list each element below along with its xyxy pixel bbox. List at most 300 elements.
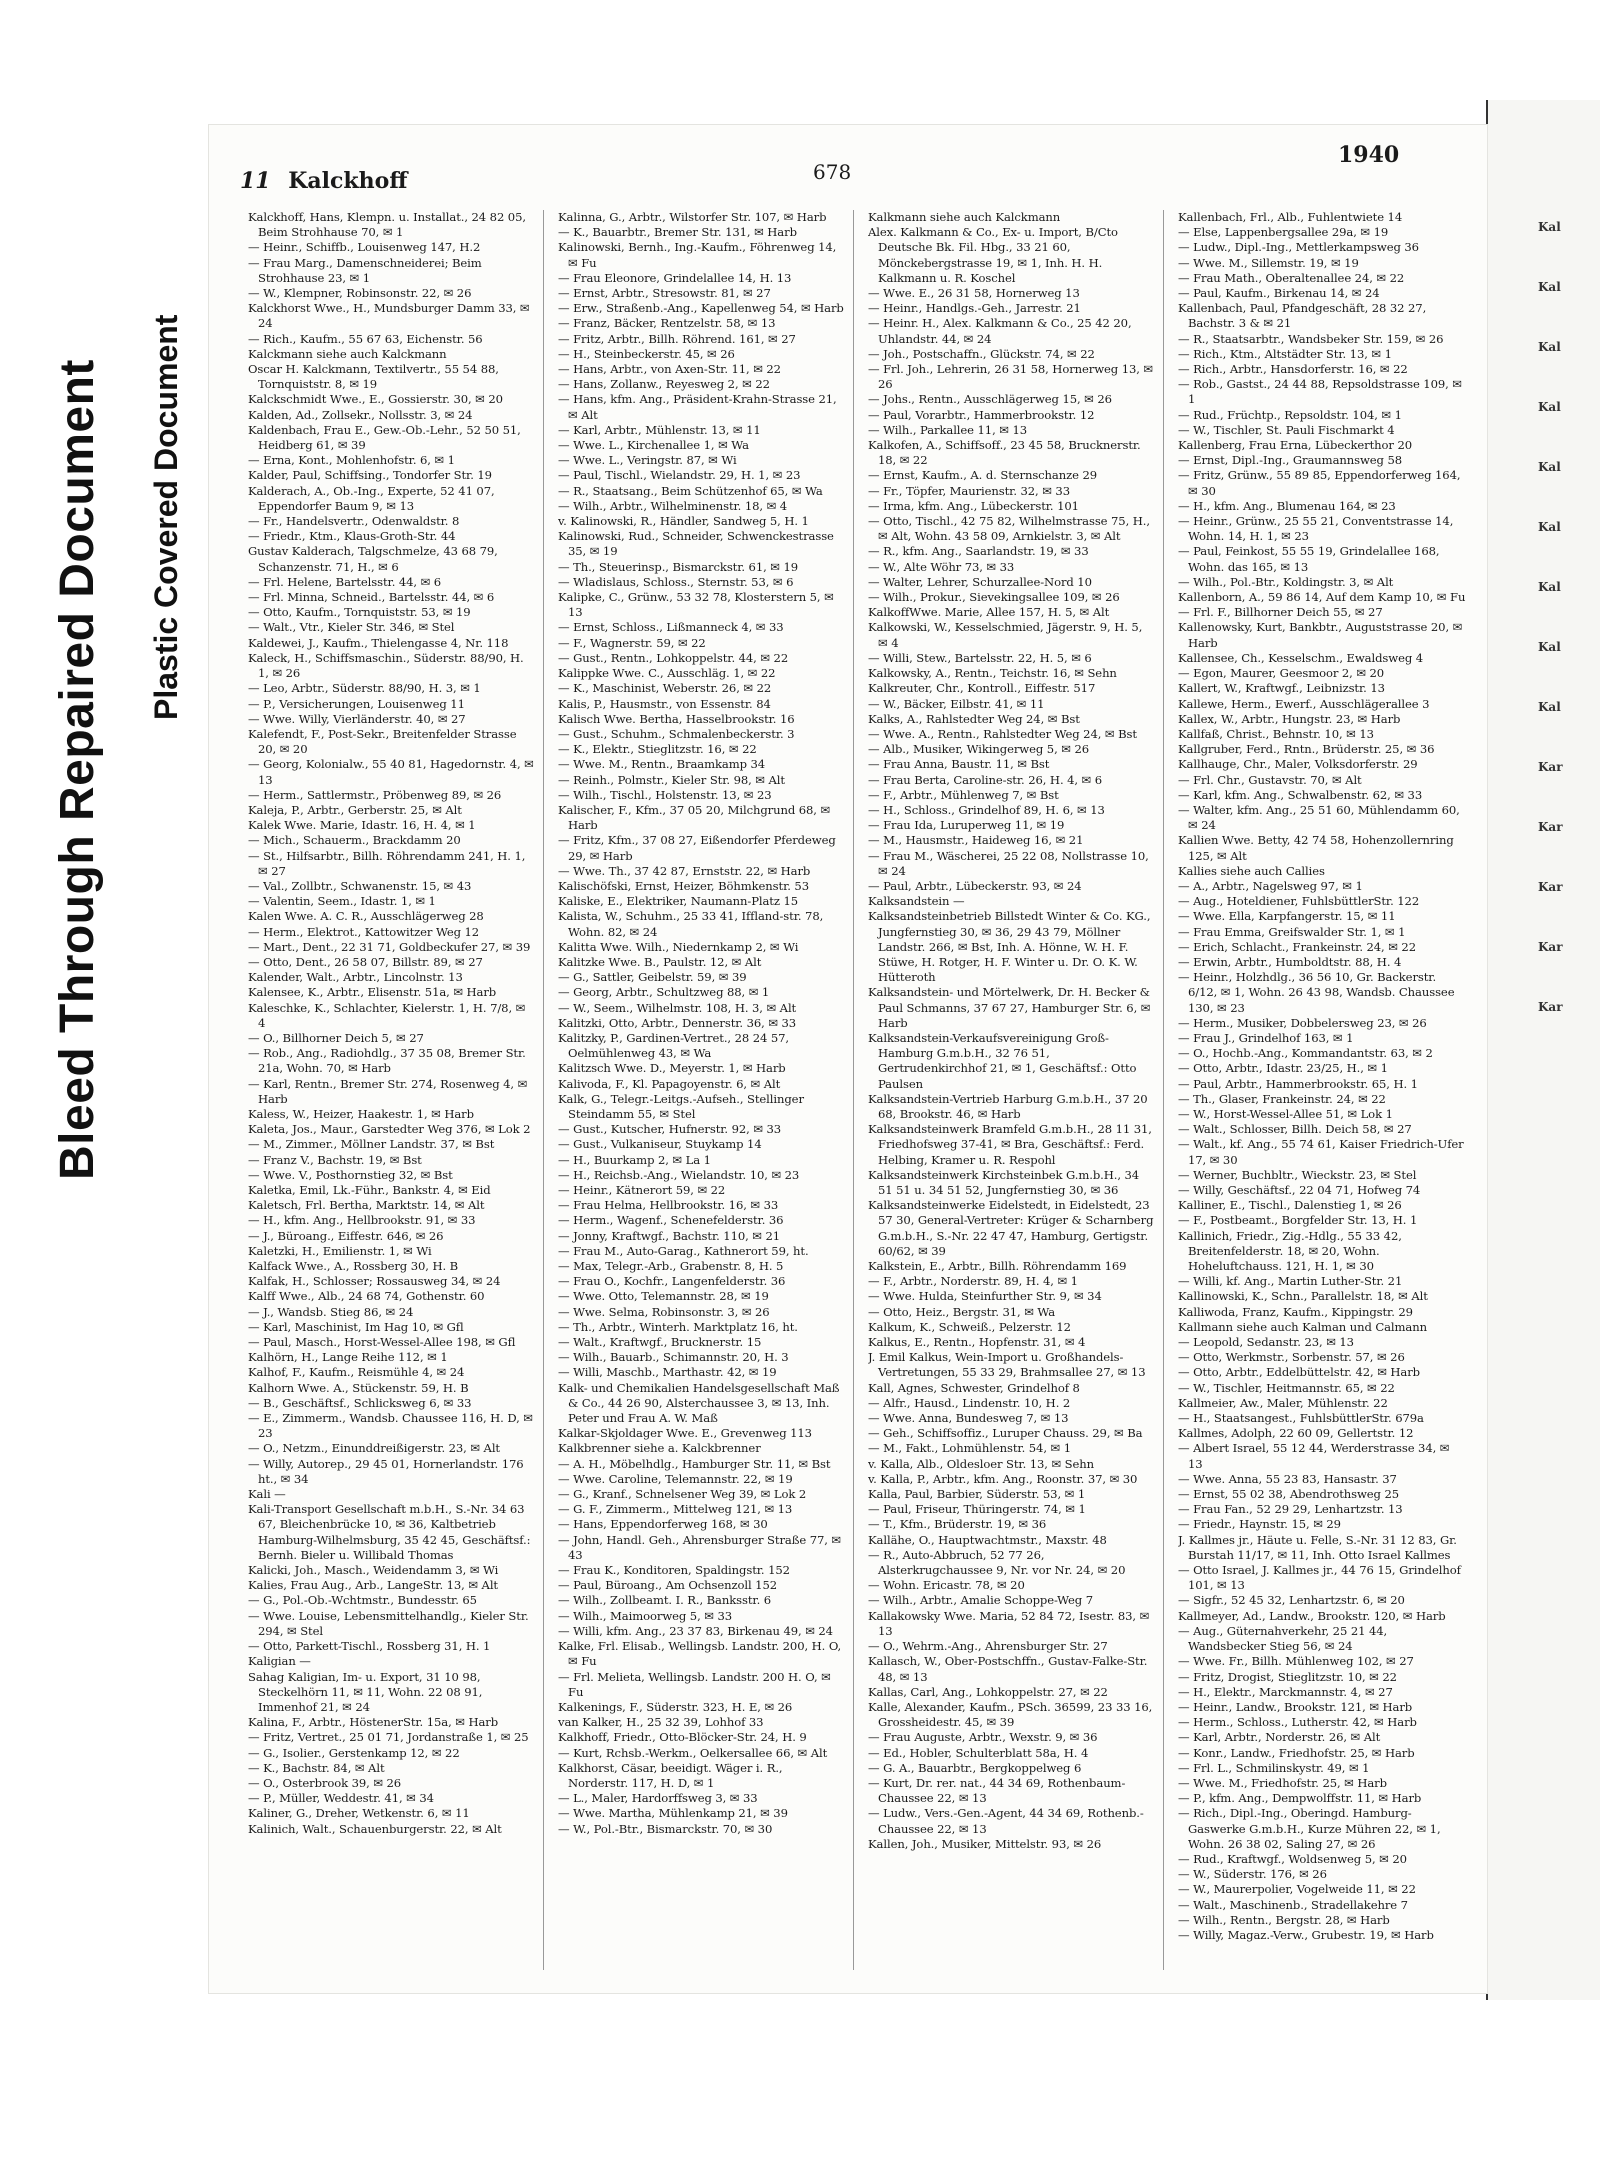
directory-entry: Kalkmann siehe auch Kalckmann [868,210,1061,224]
directory-entry: Kalkreuter, Chr., Kontroll., Eiffestr. 517 [868,681,1096,696]
directory-entry: — Georg, Arbtr., Schultzweg 88, ✉ 1 [558,985,770,1000]
directory-entry: — G. F., Zimmerm., Mittelweg 121, ✉ 13 [558,1502,793,1517]
directory-entry: — Walt., Kraftwgf., Brucknerstr. 15 [558,1335,762,1350]
directory-entry: — Frau M., Auto-Garag., Kathnerort 59, ht. [558,1243,809,1258]
directory-entry: — Gust., Schuhm., Schmalenbeckerstr. 3 [558,726,795,741]
directory-entry: — Rich., Dipl.-Ing., Oberingd. Hamburg-Gaswerke G.m.b.H., Kurze Mühren 22, ✉ 1, Wohn. 26 38 02, Saling 27, ✉ 26 [1178,1806,1441,1851]
directory-entry: — M., Hausmstr., Haideweg 16, ✉ 21 [868,833,1084,848]
directory-entry: — Frl. Minna, Schneid., Bartelsstr. 44, ✉ 6 [248,590,495,605]
directory-entry: — F., Postbeamt., Borgfelder Str. 13, H. 1 [1178,1213,1418,1228]
directory-entry: — Max, Telegr.-Arb., Grabenstr. 8, H. 5 [558,1259,784,1274]
directory-entry: — Wilh., Parkallee 11, ✉ 13 [868,422,1028,437]
directory-entry: — Th., Glaser, Frankeinstr. 24, ✉ 22 [1178,1091,1386,1106]
directory-entry: — Karl, Rentn., Bremer Str. 274, Rosenweg 4, ✉ Harb [248,1076,528,1106]
directory-entry: — Joh., Postschaffn., Glückstr. 74, ✉ 22 [868,346,1095,361]
directory-entry: — Rich., Kaufm., 55 67 63, Eichenstr. 56 [248,331,483,346]
directory-entry: — Albert Israel, 55 12 44, Werderstrasse 34, ✉ 13 [1178,1441,1450,1471]
page-number: 678 [813,160,852,184]
directory-entry: Kalkum, K., Schweiß., Pelzerstr. 12 [868,1319,1071,1334]
directory-entry: Kalkhorst, Cäsar, beeidigt. Wäger i. R., Norderstr. 117, H. D, ✉ 1 [558,1760,783,1790]
directory-entry: Kalek Wwe. Marie, Idastr. 16, H. 4, ✉ 1 [248,818,476,833]
directory-entry: — W., Tischler, Heitmannstr. 65, ✉ 22 [1178,1380,1395,1395]
directory-entry: — Ernst, 55 02 38, Abendrothsweg 25 [1178,1487,1400,1502]
directory-entry: Kaleta, Jos., Maur., Garstedter Weg 376, ✉ Lok 2 [248,1122,531,1137]
directory-entry: — P., kfm. Ang., Dempwolffstr. 11, ✉ Harb [1178,1791,1422,1806]
directory-entry: Kalfack Wwe., A., Rossberg 30, H. B [248,1259,459,1274]
directory-entry: Kalksandstein-Verkaufsvereinigung Groß-Hamburg G.m.b.H., 32 76 51, Gertrudenkirchhof 21, ✉ 1, Geschäftsf.: Otto Paulsen [868,1030,1137,1091]
header-section-number: 11 [240,168,271,194]
directory-entry: v. Kalla, P., Arbtr., kfm. Ang., Roonstr. 37, ✉ 30 [868,1471,1138,1486]
directory-entry: — Leopold, Sedanstr. 23, ✉ 13 [1178,1335,1354,1350]
directory-entry: — Frl. L., Schmilinskystr. 49, ✉ 1 [1178,1760,1370,1775]
edge-fragment: Kar [1538,940,1563,954]
directory-entry: — H., Staatsangest., FuhlsbüttlerStr. 679a [1178,1411,1424,1426]
directory-entry: — Aug., Hoteldiener, FuhlsbüttlerStr. 122 [1178,894,1420,909]
directory-entry: — H., Buurkamp 2, ✉ La 1 [558,1152,711,1167]
directory-entry: Kalischer, F., Kfm., 37 05 20, Milchgrund 68, ✉ Harb [558,802,831,833]
directory-entry: — Geh., Schiffsoffiz., Luruper Chauss. 29, ✉ Ba [868,1426,1143,1441]
directory-entry: — M., Zimmer., Möllner Landstr. 37, ✉ Bst [248,1137,495,1152]
directory-entry: Kalhörn, H., Lange Reihe 112, ✉ 1 [248,1350,448,1365]
directory-entry: — O., Osterbrook 39, ✉ 26 [248,1775,402,1790]
directory-entry: — St., Hilfsarbtr., Billh. Röhrendamm 241, H. 1, ✉ 27 [248,848,526,878]
directory-entry: — Willy, Magaz.-Verw., Grubestr. 19, ✉ Harb [1178,1927,1434,1942]
directory-entry: Kalla, Paul, Barbier, Süderstr. 53, ✉ 1 [868,1487,1086,1502]
directory-entry: — O., Hochb.-Ang., Kommandantstr. 63, ✉ 2 [1178,1046,1433,1061]
directory-entry: van Kalker, H., 25 32 39, Lohhof 33 [558,1715,764,1730]
stamp-bleed-through: Bleed Through Repaired Document [51,359,104,1180]
directory-entry: — Heinr., Kätnerort 59, ✉ 22 [558,1183,726,1197]
directory-entry: — Wwe. M., Rentn., Braamkamp 34 [558,757,766,772]
directory-entry: — Wwe. Martha, Mühlenkamp 21, ✉ 39 [558,1806,788,1821]
directory-entry: — Otto, Dent., 26 58 07, Billstr. 89, ✉ 27 [248,954,483,969]
directory-entry: Kaleck, H., Schiffsmaschin., Süderstr. 88/90, H. 1, ✉ 26 [248,650,524,681]
directory-entry: Kalivoda, F., Kl. Papagoyenstr. 6, ✉ Alt [558,1076,781,1091]
directory-entry: — Herm., Schloss., Lutherstr. 42, ✉ Harb [1178,1715,1417,1730]
directory-entry: — Wwe. Hulda, Steinfurther Str. 9, ✉ 34 [868,1289,1102,1304]
directory-entry: Kallex, W., Arbtr., Hungstr. 23, ✉ Harb [1178,711,1401,726]
directory-entry: — Wohn. Ericastr. 78, ✉ 20 [868,1578,1025,1593]
directory-entry: — Wwe. L., Kirchenallee 1, ✉ Wa [558,438,749,453]
directory-entry: — Frau O., Kochfr., Langenfelderstr. 36 [558,1274,786,1289]
directory-entry: — Franz, Bäcker, Rentzelstr. 58, ✉ 13 [558,316,776,331]
directory-entry: Kalksandsteinwerk Kirchsteinbek G.m.b.H., 34 51 51 u. 34 51 52, Jungfernstieg 30, ✉ 36 [868,1167,1140,1197]
directory-entry: — Karl, Arbtr., Norderstr. 26, ✉ Alt [1178,1730,1381,1745]
directory-entry: — Fritz, Arbtr., Billh. Röhrend. 161, ✉ 27 [558,331,796,346]
directory-entry: Kaletzki, H., Emilienstr. 1, ✉ Wi [248,1243,432,1258]
directory-entry: — Kurt, Dr. rer. nat., 44 34 69, Rothenbaum-Chaussee 22, ✉ 13 [868,1775,1126,1806]
directory-entry: — Wilh., Maimoorweg 5, ✉ 33 [558,1608,733,1623]
directory-entry: Kallensee, Ch., Kesselschm., Ewaldsweg 4 [1178,650,1424,665]
directory-entry: — B., Geschäftsf., Schlicksweg 6, ✉ 33 [248,1395,472,1410]
directory-entry: Kalitzke Wwe. B., Paulstr. 12, ✉ Alt [558,954,762,969]
directory-entry: — Rud., Kraftwgf., Woldsenweg 5, ✉ 20 [1178,1851,1407,1866]
directory-entry: Kalke, Frl. Elisab., Wellingsb. Landstr. 200, H. O, ✉ Fu [558,1639,842,1669]
directory-entry: — Irma, kfm. Ang., Lübeckerstr. 101 [868,498,1079,513]
directory-entry: — K., Bachstr. 84, ✉ Alt [248,1760,385,1775]
edge-fragment: Kar [1538,1000,1563,1014]
directory-entry: — Th., Arbtr., Winterh. Marktplatz 16, ht. [558,1319,798,1334]
directory-entry: — Willi, kfm. Ang., 23 37 83, Birkenau 49, ✉ 24 [558,1623,833,1638]
directory-entry: — Wwe. Th., 37 42 87, Ernststr. 22, ✉ Harb [558,863,811,878]
directory-entry: — Werner, Buchbltr., Wieckstr. 23, ✉ Stel [1178,1167,1417,1182]
directory-entry: Kalis, P., Hausmstr., von Essenstr. 84 [558,696,771,711]
directory-entry: — Wwe. V., Posthornstieg 32, ✉ Bst [248,1167,453,1182]
entry-columns [248,210,1474,1970]
directory-entry: Kalitta Wwe. Wilh., Niedernkamp 2, ✉ Wi [558,939,799,954]
directory-entry: Kalina, F., Arbtr., HöstenerStr. 15a, ✉ Harb [248,1715,499,1730]
directory-entry: — Heinr. H., Alex. Kalkmann & Co., 25 42 20, Uhlandstr. 44, ✉ 24 [868,316,1132,346]
directory-entry: — K., Elektr., Stieglitzstr. 16, ✉ 22 [558,742,757,757]
directory-entry: J. Emil Kalkus, Wein-Import u. Großhandels-Vertretungen, 55 33 29, Brahmsallee 27, ✉ 13 [868,1350,1146,1380]
directory-entry: — E., Zimmerm., Wandsb. Chaussee 116, H. D, ✉ 23 [248,1411,533,1441]
directory-entry: — Walt., kf. Ang., 55 74 61, Kaiser Friedrich-Ufer 17, ✉ 30 [1178,1137,1464,1167]
directory-entry: — P., Versicherungen, Louisenweg 11 [248,696,465,711]
adjacent-page-edge [1486,100,1600,2000]
directory-entry: — Egon, Maurer, Geesmoor 2, ✉ 20 [1178,666,1385,681]
directory-entry: — H., Steinbeckerstr. 45, ✉ 26 [558,346,735,361]
directory-entry: — Aug., Güternahverkehr, 25 21 44, Wandsbecker Stieg 56, ✉ 24 [1178,1623,1388,1654]
directory-entry: Kalippke Wwe. C., Ausschläg. 1, ✉ 22 [558,666,776,681]
directory-entry: — Wwe. Louise, Lebensmittelhandlg., Kieler Str. 294, ✉ Stel [248,1608,529,1638]
directory-entry: — Frau Eleonore, Grindelallee 14, H. 13 [558,270,792,285]
directory-entry: Kalksandstein- und Mörtelwerk, Dr. H. Becker & Paul Schmanns, 37 67 27, Hamburger Str. 6, ✉ Harb [868,985,1151,1030]
directory-entry: — Paul, Masch., Horst-Wessel-Allee 198, ✉ Gfl [248,1335,516,1350]
directory-entry: Kall, Agnes, Schwester, Grindelhof 8 [868,1380,1080,1395]
directory-entry: Kallmann siehe auch Kalman und Calmann [1178,1319,1427,1334]
directory-entry: — Willi, Stew., Bartelsstr. 22, H. 5, ✉ 6 [868,650,1092,665]
directory-entry: — Frau J., Grindelhof 163, ✉ 1 [1178,1030,1354,1045]
directory-entry: — Frau Fan., 52 29 29, Lenhartzstr. 13 [1178,1502,1403,1517]
column-2 [558,210,854,1970]
directory-entry: Kalliwoda, Franz, Kaufm., Kippingstr. 29 [1178,1304,1413,1319]
directory-entry: — Wwe. M., Sillemstr. 19, ✉ 19 [1178,255,1359,270]
directory-entry: Kaless, W., Heizer, Haakestr. 1, ✉ Harb [248,1106,474,1121]
directory-entry: — Gust., Rentn., Lohkoppelstr. 44, ✉ 22 [558,650,789,665]
directory-entry: — Heinr., Schiffb., Louisenweg 147, H.2 [248,240,481,255]
directory-entry: — Erich, Schlacht., Frankeinstr. 24, ✉ 22 [1178,939,1416,954]
directory-entry: Kaligian — [248,1654,311,1669]
directory-entry: Kalkowsky, A., Rentn., Teichstr. 16, ✉ Sehn [868,666,1117,681]
directory-entry: — Heinr., Handlgs.-Geh., Jarrestr. 21 [868,301,1081,316]
directory-entry: — Otto Israel, J. Kallmes jr., 44 76 15, Grindelhof 101, ✉ 13 [1178,1563,1461,1593]
directory-entry: Kallmeyer, Ad., Landw., Brookstr. 120, ✉ Harb [1178,1608,1446,1623]
directory-entry: — Fritz, Kfm., 37 08 27, Eißendorfer Pferdeweg 29, ✉ Harb [558,833,836,863]
directory-entry: — Paul, Arbtr., Hammerbrookstr. 65, H. 1 [1178,1076,1418,1091]
directory-entry: — Walter, kfm. Ang., 25 51 60, Mühlendamm 60, ✉ 24 [1178,802,1460,833]
edge-fragment: Kal [1538,220,1561,234]
edge-fragment: Kar [1538,760,1563,774]
directory-entry: — Walt., Schlosser, Billh. Deich 58, ✉ 27 [1178,1122,1412,1137]
directory-entry: — G., Isolier., Gerstenkamp 12, ✉ 22 [248,1745,460,1760]
directory-entry: — A. H., Möbelhdlg., Hamburger Str. 11, ✉ Bst [558,1456,831,1471]
directory-entry: Kalista, W., Schuhm., 25 33 41, Iffland-str. 78, Wohn. 82, ✉ 24 [558,909,824,939]
directory-entry: — G. A., Bauarbtr., Bergkoppelweg 6 [868,1760,1082,1775]
directory-entry: — Ludw., Vers.-Gen.-Agent, 44 34 69, Rothenb.-Chaussee 22, ✉ 13 [868,1806,1144,1836]
directory-entry: — Friedr., Haynstr. 15, ✉ 29 [1178,1517,1341,1532]
directory-entry: — Otto, Parkett-Tischl., Rossberg 31, H. 1 [248,1639,491,1654]
directory-entry: Kalckhoff, Hans, Klempn. u. Installat., 24 82 05, Beim Strohhause 70, ✉ 1 [248,210,526,240]
directory-entry: — Heinr., Grünw., 25 55 21, Conventstrasse 14, Wohn. 14, H. 1, ✉ 23 [1178,514,1454,544]
directory-entry: — Karl, Maschinist, Im Hag 10, ✉ Gfl [248,1319,464,1334]
directory-entry: — Wilh., Pol.-Btr., Koldingstr. 3, ✉ Alt [1178,574,1394,589]
directory-entry: Kalliner, E., Tischl., Dalenstieg 1, ✉ 26 [1178,1198,1402,1213]
directory-entry: — Kurt, Rchsb.-Werkm., Oelkersallee 66, ✉ Alt [558,1745,828,1760]
directory-entry: — W., Pol.-Btr., Bismarckstr. 70, ✉ 30 [558,1821,773,1836]
directory-entry: — Frau Auguste, Arbtr., Wexstr. 9, ✉ 36 [868,1730,1098,1745]
directory-entry: — H., kfm. Ang., Hellbrookstr. 91, ✉ 33 [248,1213,476,1228]
directory-entry: Kalefendt, F., Post-Sekr., Breitenfelder Strasse 20, ✉ 20 [248,726,517,757]
directory-entry: — Frau Emma, Greifswalder Str. 1, ✉ 1 [1178,924,1406,939]
directory-entry: — J., Büroang., Eiffestr. 646, ✉ 26 [248,1228,444,1243]
directory-entry: Kaleschke, K., Schlachter, Kielerstr. 1, H. 7/8, ✉ 4 [248,1000,526,1030]
directory-entry: Kaletka, Emil, Lk.-Führ., Bankstr. 4, ✉ Eid [248,1183,491,1197]
directory-entry: — A., Arbtr., Nagelsweg 97, ✉ 1 [1178,878,1363,893]
edge-fragment: Kal [1538,340,1561,354]
directory-entry: — Otto, Tischl., 42 75 82, Wilhelmstrasse 75, H., ✉ Alt, Wohn. 43 58 09, Arnkielstr. 3, ✉ Alt [868,514,1150,544]
directory-entry: v. Kalinowski, R., Händler, Sandweg 5, H. 1 [558,514,809,529]
directory-entry: Kaliske, E., Elektriker, Naumann-Platz 15 [558,894,799,909]
directory-entry: — Erna, Kont., Mohlenhofstr. 6, ✉ 1 [248,453,455,468]
directory-entry: — Herm., Sattlermstr., Pröbenweg 89, ✉ 26 [248,787,502,802]
directory-entry: — Fr., Töpfer, Maurienstr. 32, ✉ 33 [868,483,1070,498]
directory-entry: — Otto, Werkmstr., Sorbenstr. 57, ✉ 26 [1178,1350,1405,1365]
directory-entry: — Wwe. Willy, Vierländerstr. 40, ✉ 27 [248,711,466,726]
directory-entry: Kalff Wwe., Alb., 24 68 74, Gothenstr. 60 [248,1289,485,1304]
directory-entry: — Erw., Straßenb.-Ang., Kapellenweg 54, ✉ Harb [558,301,844,316]
directory-entry: — Karl, Arbtr., Mühlenstr. 13, ✉ 11 [558,422,761,437]
directory-entry: Kalinna, G., Arbtr., Wilstorfer Str. 107, ✉ Harb [558,210,827,224]
directory-entry: Kallien Wwe. Betty, 42 74 58, Hohenzollernring 125, ✉ Alt [1178,833,1454,863]
directory-entry: Kalkofen, A., Schiffsoff., 23 45 58, Brucknerstr. 18, ✉ 22 [868,438,1141,468]
edge-fragment: Kal [1538,700,1561,714]
directory-entry: — Wilh., Bauarb., Schimannstr. 20, H. 3 [558,1350,789,1365]
directory-entry: Kallewe, Herm., Ewerf., Ausschlägerallee 3 [1178,696,1430,711]
directory-entry: Kalden, Ad., Zollsekr., Nollsstr. 3, ✉ 24 [248,407,473,422]
directory-entry: — Th., Steuerinsp., Bismarckstr. 61, ✉ 19 [558,559,799,574]
directory-entry: Kallmes, Adolph, 22 60 09, Gellertstr. 12 [1178,1426,1414,1441]
directory-entry: Kalksandstein — [868,894,965,909]
directory-entry: Kalisch Wwe. Bertha, Hasselbrookstr. 16 [558,711,795,726]
directory-entry: — Wwe. M., Friedhofstr. 25, ✉ Harb [1178,1775,1387,1790]
directory-entry: — Wilh., Prokur., Sievekingsallee 109, ✉ 26 [868,590,1120,605]
directory-entry: — Ernst, Kaufm., A. d. Sternschanze 29 [868,468,1098,483]
directory-entry: — G., Kranf., Schnelsener Weg 39, ✉ Lok 2 [558,1487,807,1502]
running-header [240,168,407,194]
directory-entry: — Johs., Rentn., Ausschlägerweg 15, ✉ 26 [868,392,1112,407]
directory-entry: Kalkus, E., Rentn., Hopfenstr. 31, ✉ 4 [868,1335,1086,1350]
directory-entry: — Otto, Arbtr., Idastr. 23/25, H., ✉ 1 [1178,1061,1388,1076]
directory-entry: — Frl. Joh., Lehrerin, 26 31 58, Hornerweg 13, ✉ 26 [868,362,1154,392]
directory-entry: Kallmeier, Aw., Maler, Mühlenstr. 22 [1178,1395,1388,1410]
directory-entry: — Hans, Arbtr., von Axen-Str. 11, ✉ 22 [558,362,781,377]
directory-entry: — Alb., Musiker, Wikingerweg 5, ✉ 26 [868,742,1089,757]
directory-entry: Kallenbach, Paul, Pfandgeschäft, 28 32 27, Bachstr. 3 & ✉ 21 [1178,301,1427,331]
directory-entry: — W., Süderstr. 176, ✉ 26 [1178,1867,1327,1882]
directory-entry: Sahag Kaligian, Im- u. Export, 31 10 98, Steckelhörn 11, ✉ 11, Wohn. 22 08 91, Immenhof 21, ✉ 24 [248,1669,483,1714]
directory-entry: — Fr., Handelsvertr., Odenwaldstr. 8 [248,514,460,529]
directory-entry: — Erwin, Arbtr., Humboldtstr. 88, H. 4 [1178,954,1402,969]
directory-entry: Kalckschmidt Wwe., E., Gossierstr. 30, ✉ 20 [248,392,503,407]
directory-entry: — Leo, Arbtr., Süderstr. 88/90, H. 3, ✉ 1 [248,681,481,696]
directory-entry: — Gust., Vulkaniseur, Stuykamp 14 [558,1137,762,1152]
directory-entry: — Frau Ida, Luruperweg 11, ✉ 19 [868,818,1065,833]
directory-entry: — F., Wagnerstr. 59, ✉ 22 [558,635,706,650]
directory-entry: Kalfak, H., Schlosser; Rossausweg 34, ✉ 24 [248,1274,501,1289]
directory-entry: — W., Tischler, St. Pauli Fischmarkt 4 [1178,422,1395,437]
directory-entry: Kallen, Joh., Musiker, Mittelstr. 93, ✉ 26 [868,1836,1102,1851]
directory-entry: — Ernst, Arbtr., Stresowstr. 81, ✉ 27 [558,286,771,301]
directory-entry: — Heinr., Landw., Brookstr. 121, ✉ Harb [1178,1699,1413,1714]
directory-entry: — L., Maler, Hardorffsweg 3, ✉ 33 [558,1791,758,1806]
directory-entry: Kalk, G., Telegr.-Leitgs.-Aufseh., Stellinger Steindamm 55, ✉ Stel [558,1091,804,1121]
directory-entry: — W., Horst-Wessel-Allee 51, ✉ Lok 1 [1178,1106,1393,1121]
directory-entry: — Rob., Ang., Radiohdlg., 37 35 08, Bremer Str. 21a, Wohn. 70, ✉ Harb [248,1046,526,1076]
directory-entry: — Walt., Vtr., Kieler Str. 346, ✉ Stel [248,620,455,635]
edge-fragment: Kar [1538,820,1563,834]
directory-entry: — Paul, Feinkost, 55 55 19, Grindelallee 168, Wohn. das 165, ✉ 13 [1178,544,1440,574]
column-4 [1178,210,1474,1970]
directory-entry: — Wwe. Fr., Billh. Mühlenweg 102, ✉ 27 [1178,1654,1414,1669]
directory-entry: — Willi, kf. Ang., Martin Luther-Str. 21 [1178,1274,1403,1289]
directory-entry: — Konr., Landw., Friedhofstr. 25, ✉ Harb [1178,1745,1415,1760]
directory-entry: — O., Netzm., Einunddreißigerstr. 23, ✉ Alt [248,1441,500,1456]
directory-entry: — W., Maurerpolier, Vogelweide 11, ✉ 22 [1178,1882,1416,1897]
directory-entry: — Otto, Kaufm., Tornquiststr. 53, ✉ 19 [248,605,471,620]
directory-entry: — W., Bäcker, Eilbstr. 41, ✉ 11 [868,696,1045,711]
directory-entry: Kalkenings, F., Süderstr. 323, H. E, ✉ 26 [558,1699,793,1714]
directory-entry: Kallfaß, Christ., Behnstr. 10, ✉ 13 [1178,726,1374,741]
directory-entry: — Wilh., Zollbeamt. I. R., Banksstr. 6 [558,1593,772,1608]
directory-entry: Kali — [248,1487,286,1502]
directory-entry: — Fritz, Grünw., 55 89 85, Eppendorferweg 164, ✉ 30 [1178,468,1461,498]
directory-entry: — Paul, Büroang., Am Ochsenzoll 152 [558,1578,777,1593]
directory-entry: Kallert, W., Kraftwgf., Leibnizstr. 13 [1178,681,1385,696]
directory-entry: — K., Bauarbtr., Bremer Str. 131, ✉ Harb [558,225,797,240]
directory-entry: Kalksandsteinbetrieb Billstedt Winter & Co. KG., Jungfernstieg 30, ✉ 36, 29 43 79, Möllner Landstr. 266, ✉ Bst, Inh. A. Hönne, W. H. F. Stüwe, H. Rotger, H. F. Winter u. Dr. O. K. W. Hütteroth [868,909,1151,985]
directory-entry: Kali-Transport Gesellschaft m.b.H., S.-Nr. 34 63 67, Bleichenbrücke 10, ✉ 36, Kaltbetrieb Hamburg-Wilhelmsburg, 35 42 45, Geschäftsf.: Bernh. Bieler u. Willibald Thomas [248,1502,531,1562]
directory-entry: — Ernst, Schloss., Lißmanneck 4, ✉ 33 [558,620,784,635]
directory-entry: — Hans, Zollanw., Reyesweg 2, ✉ 22 [558,377,770,392]
directory-entry: Kalkowski, W., Kesselschmied, Jägerstr. 9, H. 5, ✉ 4 [868,620,1143,650]
edge-fragment: Kal [1538,640,1561,654]
directory-entry: — H., Schloss., Grindelhof 89, H. 6, ✉ 13 [868,802,1105,817]
directory-entry: — Frau Berta, Caroline-str. 26, H. 4, ✉ 6 [868,772,1103,787]
directory-entry: — G., Sattler, Geibelstr. 59, ✉ 39 [558,970,747,985]
directory-entry: Kalk- und Chemikalien Handelsgesellschaft Maß & Co., 44 26 90, Alsterchaussee 3, ✉ 13, Inh. Peter und Frau A. W. Maß [558,1380,840,1426]
directory-entry: — W., Seem., Wilhelmstr. 108, H. 3, ✉ Alt [558,1000,797,1015]
directory-entry: Kallinich, Friedr., Zig.-Hdlg., 55 33 42, Breitenfelderstr. 18, ✉ 20, Wohn. Hoheluftchauss. 121, H. 1, ✉ 30 [1178,1228,1402,1274]
directory-entry: — Rich., Arbtr., Hansdorferstr. 16, ✉ 22 [1178,362,1408,377]
directory-entry: — W., Klempner, Robinsonstr. 22, ✉ 26 [248,286,472,301]
directory-entry: — Herm., Musiker, Dobbelersweg 23, ✉ 26 [1178,1015,1427,1030]
directory-entry: — Wilh., Tischl., Holstenstr. 13, ✉ 23 [558,787,772,802]
directory-entry: Kalkhoff, Friedr., Otto-Blöcker-Str. 24, H. 9 [558,1730,807,1745]
directory-entry: — Georg, Kolonialw., 55 40 81, Hagedornstr. 4, ✉ 13 [248,757,534,787]
directory-entry: — Frl. Chr., Gustavstr. 70, ✉ Alt [1178,772,1362,787]
directory-entry: — J., Wandsb. Stieg 86, ✉ 24 [248,1304,414,1319]
directory-entry: — Wilh., Rentn., Bergstr. 28, ✉ Harb [1178,1912,1390,1927]
directory-entry: — Gust., Kutscher, Hufnerstr. 92, ✉ 33 [558,1122,782,1137]
directory-entry: Oscar H. Kalckmann, Textilvertr., 55 54 88, Tornquiststr. 8, ✉ 19 [248,362,499,392]
directory-entry: Kalitzky, P., Gardinen-Vertret., 28 24 57, Oelmühlenweg 43, ✉ Wa [558,1030,789,1061]
directory-entry: Kalkar-Skjoldager Wwe. E., Grevenweg 113 [558,1426,812,1441]
directory-entry: — H., Reichsb.-Ang., Wielandstr. 10, ✉ 23 [558,1167,800,1182]
directory-entry: Kallakowsky Wwe. Maria, 52 84 72, Isestr. 83, ✉ 13 [868,1608,1150,1638]
directory-entry: — Frl. F., Billhorner Deich 55, ✉ 27 [1178,605,1383,620]
edge-fragment: Kar [1538,880,1563,894]
directory-entry: — R., Staatsang., Beim Schützenhof 65, ✉ Wa [558,483,823,498]
directory-entry: — Wwe. Selma, Robinsonstr. 3, ✉ 26 [558,1304,770,1319]
directory-entry: — H., Elektr., Marckmannstr. 4, ✉ 27 [1178,1684,1393,1699]
directory-entry: — Wwe. Ella, Karpfangerstr. 15, ✉ 11 [1178,909,1396,924]
directory-entry: — Willy, Autorep., 29 45 01, Hornerlandstr. 176 ht., ✉ 34 [248,1456,524,1486]
directory-entry: KalkoffWwe. Marie, Allee 157, H. 5, ✉ Alt [868,605,1110,620]
directory-entry: — Wilh., Arbtr., Amalie Schoppe-Weg 7 [868,1593,1093,1608]
directory-entry: Gustav Kalderach, Talgschmelze, 43 68 79, Schanzenstr. 71, H., ✉ 6 [248,544,498,574]
directory-page [208,124,1488,1994]
directory-entry: Kallies siehe auch Callies [1178,863,1325,878]
directory-entry: Alex. Kalkmann & Co., Ex- u. Import, B/Cto Deutsche Bk. Fil. Hbg., 33 21 60, Mönckebergstrasse 19, ✉ 1, Inh. H. H. Kalkmann u. R. Koschel [868,225,1118,285]
directory-entry: Kalderach, A., Ob.-Ing., Experte, 52 41 07, Eppendorfer Baum 9, ✉ 13 [248,483,495,513]
edge-fragment: Kal [1538,460,1561,474]
directory-entry: — Frau Helma, Hellbrookstr. 16, ✉ 33 [558,1198,779,1213]
directory-entry: — Heinr., Holzhdlg., 36 56 10, Gr. Backerstr. 6/12, ✉ 1, Wohn. 26 43 98, Wandsb. Chaussee 130, ✉ 23 [1178,970,1455,1015]
directory-entry: Kalkbrenner siehe a. Kalckbrenner [558,1441,761,1456]
directory-entry: — Wwe. Otto, Telemannstr. 28, ✉ 19 [558,1289,769,1304]
directory-entry: — Franz V., Bachstr. 19, ✉ Bst [248,1152,422,1167]
directory-entry: — Paul, Kaufm., Birkenau 14, ✉ 24 [1178,286,1380,301]
directory-entry: — Rich., Ktm., Altstädter Str. 13, ✉ 1 [1178,346,1392,361]
directory-entry: Kallenborn, A., 59 86 14, Auf dem Kamp 10, ✉ Fu [1178,590,1466,605]
directory-entry: Kalicki, Joh., Masch., Weidendamm 3, ✉ Wi [248,1563,499,1578]
edge-fragment: Kal [1538,580,1561,594]
directory-entry: Kalitzsch Wwe. D., Meyerstr. 1, ✉ Harb [558,1061,786,1076]
directory-entry: Kalksandstein-Vertrieb Harburg G.m.b.H., 37 20 68, Brookstr. 46, ✉ Harb [868,1091,1148,1121]
directory-entry: — Sigfr., 52 45 32, Lenhartzstr. 6, ✉ 20 [1178,1593,1405,1608]
directory-entry: — Wwe. L., Veringstr. 87, ✉ Wi [558,453,737,468]
directory-entry: Kaliner, G., Dreher, Wetkenstr. 6, ✉ 11 [248,1806,470,1821]
directory-entry: Kalensee, K., Arbtr., Elisenstr. 51a, ✉ Harb [248,985,497,1000]
directory-entry: — Jonny, Kraftwgf., Bachstr. 110, ✉ 21 [558,1228,781,1243]
directory-entry: — F., Arbtr., Norderstr. 89, H. 4, ✉ 1 [868,1274,1078,1289]
directory-entry: — Else, Lappenbergsallee 29a, ✉ 19 [1178,225,1389,240]
directory-entry: — Herm., Elektrot., Kattowitzer Weg 12 [248,924,480,939]
directory-entry: Kalischöfski, Ernst, Heizer, Böhmkenstr. 53 [558,878,809,893]
directory-entry: — Reinh., Polmstr., Kieler Str. 98, ✉ Alt [558,772,785,787]
directory-entry: — O., Billhorner Deich 5, ✉ 27 [248,1030,424,1045]
directory-entry: — Mich., Schauerm., Brackdamm 20 [248,833,461,848]
directory-entry: — Frau Anna, Baustr. 11, ✉ Bst [868,757,1050,772]
directory-entry: — Val., Zollbtr., Schwanenstr. 15, ✉ 43 [248,878,472,893]
directory-entry: — Paul, Tischl., Wielandstr. 29, H. 1, ✉ 23 [558,468,801,483]
directory-entry: Kalksandsteinwerk Bramfeld G.m.b.H., 28 11 31, Friedhofsweg 37-41, ✉ Bra, Geschäftsf.: Ferd. Helbing, Kramer u. R. Respohl [868,1122,1152,1167]
directory-entry: Kalitzki, Otto, Arbtr., Dennerstr. 36, ✉ 33 [558,1015,797,1030]
directory-entry: — Ernst, Dipl.-Ing., Graumannsweg 58 [1178,453,1403,468]
directory-entry: Kallenberg, Frau Erna, Lübeckerthor 20 [1178,438,1412,453]
edge-fragment: Kal [1538,280,1561,294]
directory-entry: — Wwe. A., Rentn., Rahlstedter Weg 24, ✉ Bst [868,726,1137,741]
directory-entry: Kalender, Walt., Arbtr., Lincolnstr. 13 [248,970,463,985]
directory-entry: — M., Fakt., Lohmühlenstr. 54, ✉ 1 [868,1441,1071,1456]
directory-entry: — Mart., Dent., 22 31 71, Goldbeckufer 27, ✉ 39 [248,939,531,954]
directory-entry: — Hans, Eppendorferweg 168, ✉ 30 [558,1517,768,1532]
directory-entry: — Paul, Friseur, Thüringerstr. 74, ✉ 1 [868,1502,1086,1517]
directory-entry: J. Kallmes jr., Häute u. Felle, S.-Nr. 31 12 83, Gr. Burstah 11/17, ✉ 11, Inh. Otto Israel Kallmes [1178,1532,1457,1562]
directory-entry: — Paul, Arbtr., Lübeckerstr. 93, ✉ 24 [868,878,1082,893]
directory-entry: — H., kfm. Ang., Blumenau 164, ✉ 23 [1178,498,1396,513]
year: 1940 [1338,142,1400,168]
